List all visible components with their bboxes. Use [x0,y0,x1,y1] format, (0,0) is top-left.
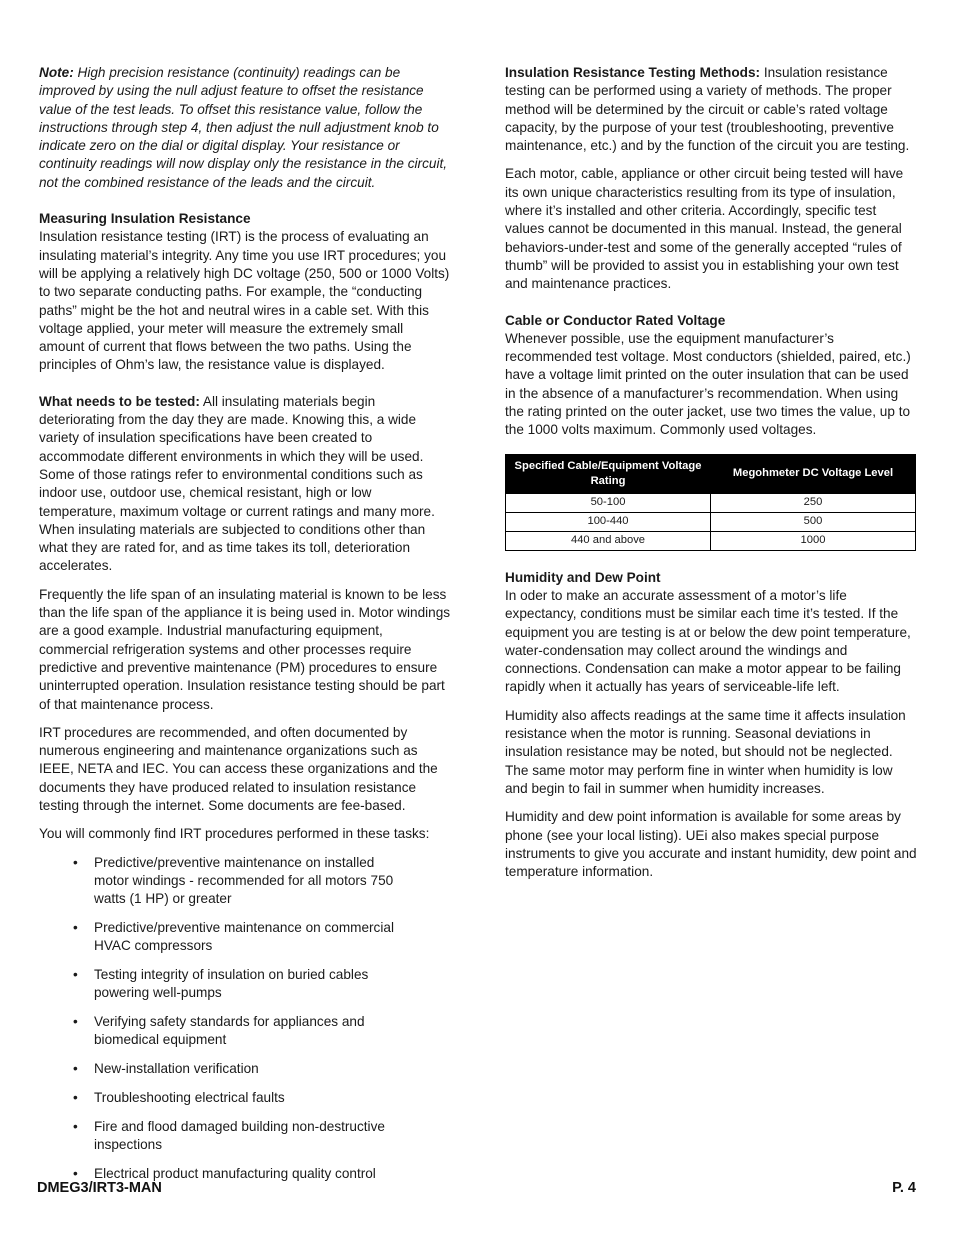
note-paragraph [39,64,451,192]
tasks-list [73,854,451,1184]
humidity-text: In oder to make an accurate assessment of a motor’s life expectancy, conditions must be similar each time it’s tested. If the equipment you are testing is at or below the dew point temperature, water-condensation may collect around the windings and connections. Condensation can make a motor appear to be failing rapidly when it actually has years of serviceable-life left. [505,587,911,695]
page-number: P. 4 [892,1180,916,1196]
tasks-intro-paragraph: You will commonly find IRT procedures performed in these tasks: [39,826,430,842]
table-header-cell: Megohmeter DC Voltage Level [711,454,916,493]
table-cell: 440 and above [506,531,711,550]
list-item: • Troubleshooting electrical faults [73,1089,403,1107]
table-row [506,512,916,531]
measuring-insulation-text: Insulation resistance testing (IRT) is the process of evaluating an insulating material’s integrity. Any time you use IRT procedures; you will be applying a relatively high DC voltage (250, 500 or 1000 Volts) to two separate conducting paths. For example, the “conducting paths” might be the hot and neutral wires in a cable set. With this voltage applied, your meter will measure the extremely small amount of current that flows between the two paths. Using the principles of Ohm’s law, the resistance value is displayed. [39,229,450,373]
rated-voltage-heading: Cable or Conductor Rated Voltage [505,312,726,328]
document-code: DMEG3/IRT3-MAN [37,1180,162,1196]
what-needs-tested-label: What needs to be tested: [39,393,200,409]
note-label: Note: [39,65,74,80]
what-needs-tested-paragraph [39,393,451,576]
list-item: • New-installation verification [73,1060,403,1078]
testing-methods-paragraph [505,64,917,155]
table-cell: 1000 [711,531,916,550]
humidity-readings-paragraph: Humidity also affects readings at the same time it affects insulation resistance when the motor is running. Seasonal deviations in insulation resistance may be noted, but should not be neglected. The same motor may perform fine in winter when humidity is low and begin to fail in summer when humidity increases. [505,707,906,796]
voltage-table [505,454,916,551]
testing-methods-label: Insulation Resistance Testing Methods: [505,65,761,80]
table-cell: 500 [711,512,916,531]
table-header-cell: Specified Cable/Equipment Voltage Rating [506,454,711,493]
list-item: • Verifying safety standards for appliances and biomedical equipment [73,1013,403,1050]
measuring-insulation-heading: Measuring Insulation Resistance [39,211,251,227]
table-row [506,493,916,512]
humidity-heading: Humidity and Dew Point [505,569,661,585]
lifespan-paragraph: Frequently the life span of an insulating material is known to be less than the life span of the appliance it is being used in. Motor windings are a good example. Industrial manufacturing equipment, commercial refrigeration systems and other processes require predictive and preventive maintenance (PM) procedures to ensure uninterrupted operation. Insulation resistance testing should be part of that maintenance process. [39,586,451,712]
table-cell: 50-100 [506,493,711,512]
note-text: High precision resistance (continuity) readings can be improved by using the null adjust feature to offset the resistance value of the test leads. To offset this resistance value, follow the instructions through step 4, then adjust the null adjustment knob to indicate zero on the dial or digital display. Your resistance or continuity readings will now display only the resistance in the circuit, not the combined resistance of the leads and the circuit. [39,65,448,190]
humidity-info-paragraph: Humidity and dew point information is available for some areas by phone (see your local listing). UEi also makes special purpose instruments to give you accurate and instant humidity, dew point and temperature information. [505,809,917,880]
table-row [506,531,916,550]
rated-voltage-text: Whenever possible, use the equipment manufacturer’s recommended test voltage. Most conductors (shielded, paired, etc.) have a voltage limit printed on the outer insulation that can be used in the absence of a manufacturer’s recommendation. When using the rating printed on the outer jacket, use two times the value, up to the 1000 volts maximum. Commonly used voltages. [505,330,911,438]
list-item: • Predictive/preventive maintenance on commercial HVAC compressors [73,919,403,956]
what-needs-tested-text: All insulating materials begin deteriorating from the day they are made. Knowing this, a wide variety of insulation specifications have been created to accommodate different environments in which they will be used. Some of those ratings refer to environmental conditions such as indoor use, outdoor use, chemical resistant, high or low temperature, maximum voltage or current ratings and many more. When insulating materials are subjected to conditions other than what they are rated for, and as time takes its toll, deterioration accelerates. [39,393,435,574]
testing-methods-text: Insulation resistance testing can be performed using a variety of methods. The proper method will be determined by the circuit or cable’s rated voltage capacity, by the purpose of your test (troubleshooting, preventive maintenance, etc.) and by the function of the circuit you are testing. [505,65,910,154]
irt-organizations-paragraph: IRT procedures are recommended, and often documented by numerous engineering and maintenance organizations such as IEEE, NETA and IEC. You can access these organizations and the documents they have produced related to insulation resistance testing through the internet. Some documents are fee-based. [39,724,438,813]
table-header-row [506,454,916,493]
list-item: • Electrical product manufacturing quality control [73,1165,403,1183]
left-column [39,64,451,1194]
table-cell: 250 [711,493,916,512]
each-circuit-paragraph: Each motor, cable, appliance or other circuit being tested will have its own unique characteristics resulting from its type of insulation, where it’s installed and other criteria. Accordingly, specific test values cannot be documented in this manual. Instead, the general behaviors-under-test and some of the generally accepted “rules of thumb” will be provided to assist you in establishing your own test and maintenance practices. [505,166,904,292]
right-column [505,64,917,891]
list-item: • Testing integrity of insulation on buried cables powering well-pumps [73,966,403,1003]
list-item: • Predictive/preventive maintenance on installed motor windings - recommended for all motors 750 watts (1 HP) or greater [73,854,403,909]
list-item: • Fire and flood damaged building non-destructive inspections [73,1118,403,1155]
table-cell: 100-440 [506,512,711,531]
